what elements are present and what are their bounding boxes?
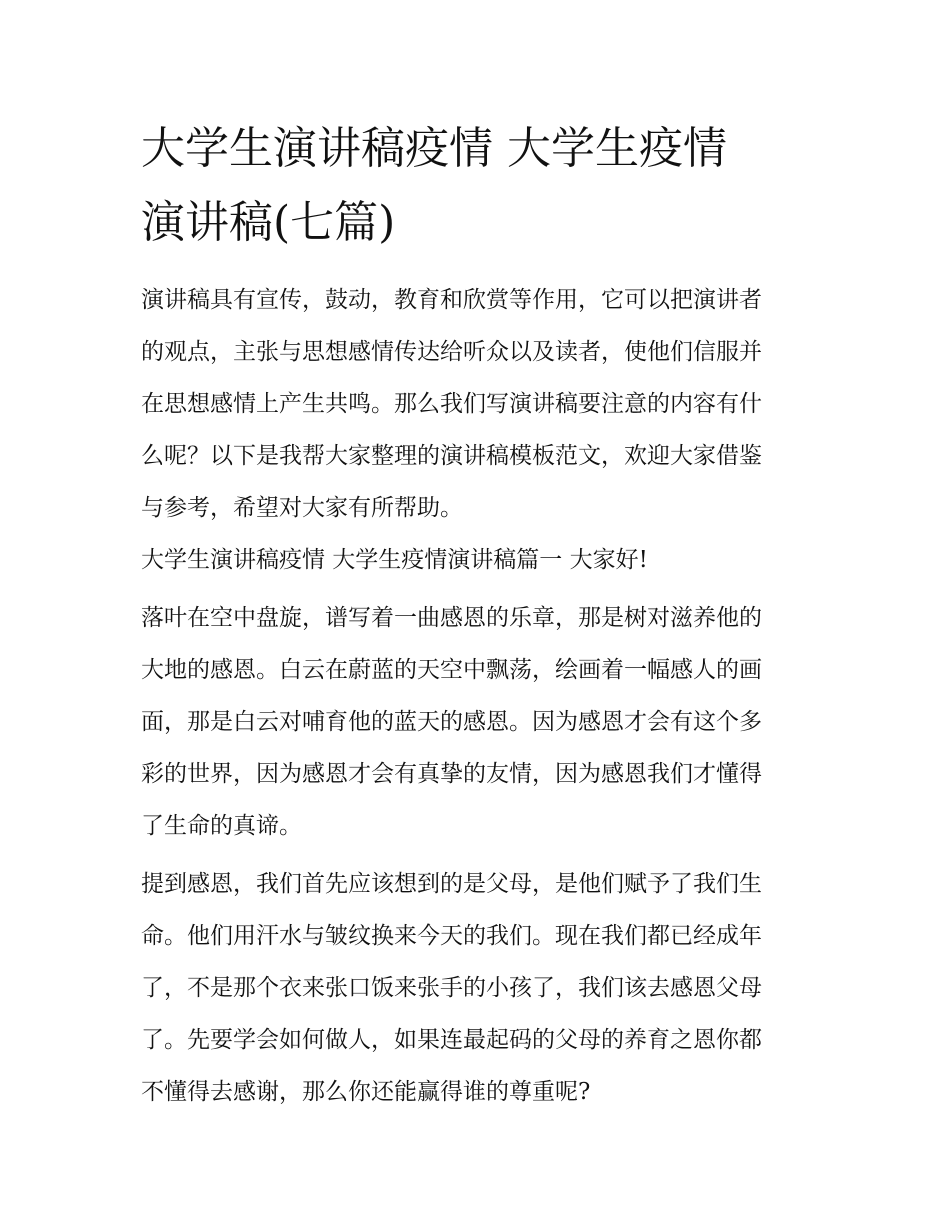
document-title: 大学生演讲稿疫情 大学生疫情 演讲稿(七篇) xyxy=(141,123,727,248)
body-paragraph-gratitude-parents: 提到感恩，我们首先应该想到的是父母，是他们赋予了我们生 命。他们用汗水与皱纹换来今天的我们。现在我们都已经成年 了，不是那个衣来张口饭来张手的小孩了，我们该去感恩父母 了。先要学会如何做人，如果连最起码的父母的养育之恩你都 不懂得去感谢，那么你还能赢得谁的尊重呢? xyxy=(141,871,762,1105)
document-content xyxy=(141,112,813,1124)
body-paragraph-gratitude-nature: 落叶在空中盘旋，谱写着一曲感恩的乐章，那是树对滋养他的 大地的感恩。白云在蔚蓝的天空中飘荡，绘画着一幅感人的画 面，那是白云对哺育他的蓝天的感恩。因为感恩才会有这个多 彩的世界，因为感恩才会有真挚的友情，因为感恩我们才懂得 了生命的真谛。 xyxy=(141,605,762,839)
intro-paragraph: 演讲稿具有宣传，鼓动，教育和欣赏等作用，它可以把演讲者 的观点，主张与思想感情传达给听众以及读者，使他们信服并 在思想感情上产生共鸣。那么我们写演讲稿要注意的内容有什 么呢？以下是我帮大家整理的演讲稿模板范文，欢迎大家借鉴 与参考，希望对大家有所帮助。 xyxy=(141,287,762,521)
section-heading-line: 大学生演讲稿疫情 大学生疫情演讲稿篇一 大家好! xyxy=(141,547,648,573)
